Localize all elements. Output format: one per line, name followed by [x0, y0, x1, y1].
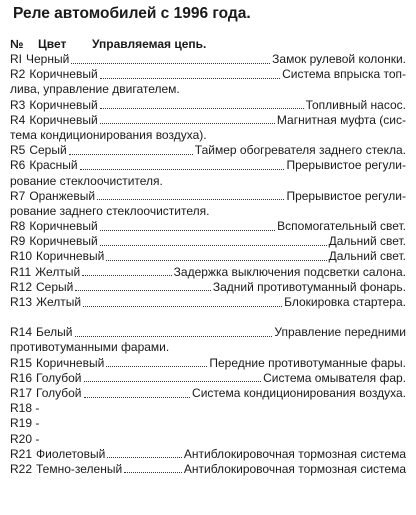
relay-id: R8 [10, 219, 26, 234]
relay-row [10, 143, 406, 158]
relay-circuit-continuation: лива, управление двигателем. [10, 82, 180, 97]
relay-id: R18 - [10, 401, 40, 416]
relay-list [10, 52, 406, 477]
relay-row [10, 265, 406, 280]
dot-leader [82, 267, 171, 277]
relay-row [10, 416, 406, 431]
relay-color: Красный [29, 158, 78, 173]
relay-circuit-continuation: рование стеклоочистителя. [10, 173, 163, 188]
relay-row [10, 219, 406, 234]
relay-id: R5 [10, 143, 26, 158]
relay-row [10, 249, 406, 264]
relay-row [10, 447, 406, 462]
relay-circuit: Управление передними [274, 325, 406, 340]
relay-circuit: Передние противотуманные фары. [209, 355, 406, 370]
relay-row [10, 401, 406, 416]
relay-color: Голубой [36, 385, 82, 400]
relay-color: Голубой [36, 370, 82, 385]
relay-id: R2 [10, 67, 26, 82]
relay-id: R16 [10, 370, 33, 385]
relay-id: R9 [10, 234, 26, 249]
group-gap [10, 310, 406, 325]
relay-circuit: Задний противотуманный фонарь. [212, 279, 406, 294]
dot-leader [71, 55, 270, 65]
relay-circuit: Антиблокировочная тормозная система [183, 461, 406, 476]
relay-id: R4 [10, 112, 26, 127]
relay-row [10, 356, 406, 371]
relay-id: R13 [10, 295, 33, 309]
relay-row [10, 52, 406, 67]
relay-row [10, 98, 406, 113]
dot-leader [75, 328, 273, 338]
relay-color: Серый [29, 143, 67, 158]
relay-id: RI [10, 52, 22, 66]
header-circuit: Управляемая цепь. [92, 37, 207, 51]
relay-id: R14 [10, 325, 33, 340]
relay-circuit: Задержка выключения подсветки салона. [173, 264, 406, 279]
relay-id: R11 [10, 264, 32, 279]
header-color: Цвет [38, 37, 67, 51]
relay-id: R3 [10, 97, 26, 112]
relay-id: R19 - [10, 416, 40, 431]
relay-circuit: Прерывистое регули- [286, 158, 406, 173]
relay-circuit-continuation: противотуманными фарами. [10, 340, 170, 355]
relay-row [10, 280, 406, 295]
relay-circuit-continuation: рование заднего стеклоочистителя. [10, 203, 210, 218]
relay-color: Оранжевый [29, 188, 96, 203]
relay-row [10, 67, 406, 82]
relay-circuit: Прерывистое регули- [286, 188, 406, 203]
relay-row [10, 113, 406, 128]
dot-leader [100, 115, 275, 125]
relay-row [10, 325, 406, 340]
relay-row [10, 462, 406, 477]
dot-leader [106, 252, 326, 262]
relay-color: Коричневый [29, 112, 98, 127]
relay-color: Желтый [35, 264, 81, 279]
page-title: Реле автомобилей с 1996 года. [13, 5, 251, 22]
relay-row [10, 371, 406, 386]
relay-id: R15 [10, 355, 33, 370]
relay-color: Коричневый [29, 67, 98, 82]
dot-leader [106, 358, 207, 368]
relay-id: R22 [10, 461, 33, 476]
relay-color: Темно-зеленый [36, 461, 123, 476]
relay-circuit: Замок рулевой колонки. [272, 52, 406, 66]
dot-leader [100, 70, 280, 80]
relay-row [10, 234, 406, 249]
relay-color: Коричневый [36, 249, 105, 264]
relay-circuit: Топливный насос. [305, 97, 406, 112]
relay-id: R10 [10, 249, 33, 264]
relay-circuit: Система омывателя фар. [263, 370, 406, 385]
table-header [10, 37, 406, 52]
dot-leader [84, 389, 191, 399]
relay-color: Коричневый [29, 234, 98, 249]
relay-row [10, 295, 406, 310]
header-number: № [10, 37, 24, 51]
relay-row [10, 432, 406, 447]
relay-row [10, 386, 406, 401]
relay-id: R7 [10, 188, 26, 203]
dot-leader [97, 191, 284, 201]
relay-row [10, 158, 406, 173]
relay-color: Коричневый [29, 97, 98, 112]
relay-circuit: Магнитная муфта (сис- [276, 112, 406, 127]
relay-id: R12 [10, 279, 33, 294]
relay-circuit: Антиблокировочная тормозная система [183, 446, 406, 461]
relay-id: R6 [10, 158, 26, 173]
relay-id: R21 [10, 446, 33, 461]
dot-leader [69, 146, 193, 156]
dot-leader [124, 464, 182, 474]
relay-row [10, 189, 406, 204]
relay-circuit: Вспомогательный свет. [277, 219, 406, 234]
relay-color: Серый [36, 279, 74, 294]
relay-color: Белый [36, 325, 73, 340]
relay-circuit: Дальний свет. [328, 249, 406, 264]
relay-circuit: Система впрыска топ- [282, 67, 406, 82]
dot-leader [107, 449, 182, 459]
dot-leader [80, 161, 285, 171]
relay-id: R17 [10, 385, 33, 400]
relay-color: Коричневый [29, 219, 98, 234]
relay-id: R20 - [10, 431, 40, 446]
relay-color: Черный [26, 52, 70, 66]
relay-circuit: Таймер обогревателя заднего стекла. [194, 143, 406, 158]
relay-circuit: Система кондиционирования воздуха. [192, 385, 406, 400]
dot-leader [100, 222, 276, 232]
dot-leader [83, 298, 282, 308]
relay-circuit-continuation: тема кондиционирования воздуха). [10, 127, 207, 142]
dot-leader [100, 237, 327, 247]
dot-leader [84, 373, 262, 383]
relay-color: Фиолетовый [36, 446, 106, 461]
dot-leader [75, 282, 210, 292]
relay-color: Коричневый [36, 355, 105, 370]
relay-color: Желтый [36, 295, 82, 309]
relay-circuit: Блокировка стартера. [284, 295, 406, 309]
relay-circuit: Дальний свет. [328, 234, 406, 249]
dot-leader [100, 100, 304, 110]
